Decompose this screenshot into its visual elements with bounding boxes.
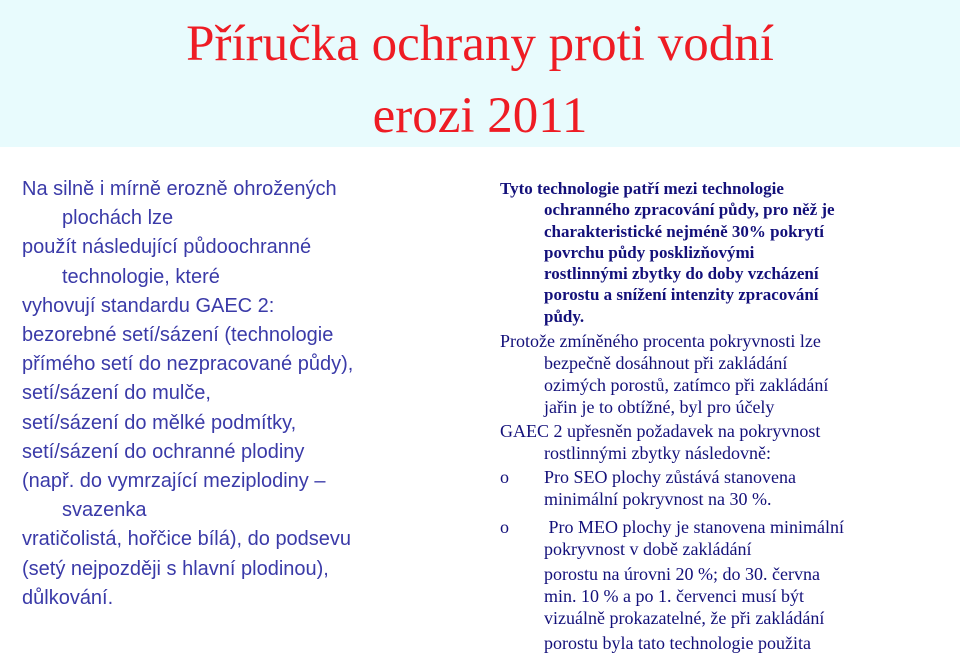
- para2-line: jařin je to obtížné, byl pro účely: [544, 397, 775, 418]
- left-line: použít následující půdoochranné: [22, 236, 312, 259]
- bullet-marker: o: [500, 467, 509, 488]
- left-line: přímého setí do nezpracované půdy),: [22, 353, 354, 376]
- left-line: Na silně i mírně erozně ohrožených: [22, 178, 337, 200]
- left-line: vratičolistá, hořčice bílá), do podsevu: [22, 528, 352, 551]
- para1-line: rostlinnými zbytky do doby vzcházení: [544, 264, 819, 284]
- title-line-2: erozi 2011: [372, 88, 588, 144]
- left-line: důlkování.: [22, 586, 114, 609]
- left-line: plochách lze: [62, 207, 174, 230]
- para1-line: povrchu půdy posklizňovými: [544, 242, 755, 262]
- para2-line: Protože zmíněného procenta pokryvnosti lze: [500, 331, 821, 352]
- title-line-1: Příručka ochrany proti vodní: [186, 16, 774, 72]
- para3-line: rostlinnými zbytky následovně:: [544, 443, 771, 464]
- bullet-line: porostu byla tato technologie použita: [544, 633, 811, 654]
- left-column: [22, 175, 462, 613]
- bullet-seo: [500, 466, 950, 510]
- bullet-meo: [500, 516, 950, 654]
- para1-line: půdy.: [544, 306, 585, 326]
- left-line: bezorebné setí/sázení (technologie: [22, 324, 334, 347]
- bullet-line: vizuálně prokazatelné, že při zakládání: [544, 608, 825, 629]
- left-line: setí/sázení do ochranné plodiny: [22, 440, 305, 463]
- left-line: (setý nejpozději s hlavní plodinou),: [22, 557, 329, 580]
- left-line: svazenka: [62, 499, 147, 522]
- bullet-line: minimální pokryvnost na 30 %.: [544, 489, 772, 510]
- para1-line: charakteristické nejméně 30% pokrytí: [544, 221, 824, 241]
- para2-line: bezpečně dosáhnout při zakládání: [544, 353, 788, 374]
- left-line: (např. do vymrzající meziplodiny –: [22, 470, 326, 493]
- bullet-line: Pro MEO plochy je stanovena minimální: [544, 517, 844, 538]
- para1-line: ochranného zpracování půdy, pro něž je: [544, 200, 835, 220]
- bullet-line: porostu na úrovni 20 %; do 30. června: [544, 564, 820, 585]
- para1-line: Tyto technologie patří mezi technologie: [500, 179, 784, 198]
- coverage-paragraph: [500, 330, 950, 418]
- left-line: technologie, které: [62, 265, 220, 288]
- gaec-paragraph: [500, 420, 950, 464]
- left-line: vyhovují standardu GAEC 2:: [22, 294, 275, 317]
- para1-line: porostu a snížení intenzity zpracování: [544, 285, 819, 305]
- para3-line: GAEC 2 upřesněn požadavek na pokryvnost: [500, 421, 821, 442]
- title-band: [0, 0, 960, 147]
- right-column: [500, 178, 950, 654]
- left-line: setí/sázení do mělké podmítky,: [22, 411, 297, 434]
- bullet-line: Pro SEO plochy zůstává stanovena: [544, 467, 796, 488]
- bullet-line: pokryvnost v době zakládání: [544, 539, 752, 560]
- left-line: setí/sázení do mulče,: [22, 382, 211, 405]
- bullet-marker: o: [500, 517, 509, 538]
- para2-line: ozimých porostů, zatímco při zakládání: [544, 375, 829, 396]
- bullet-line: min. 10 % a po 1. červenci musí být: [544, 586, 804, 607]
- technology-paragraph: [500, 178, 950, 327]
- page-title: [0, 8, 960, 152]
